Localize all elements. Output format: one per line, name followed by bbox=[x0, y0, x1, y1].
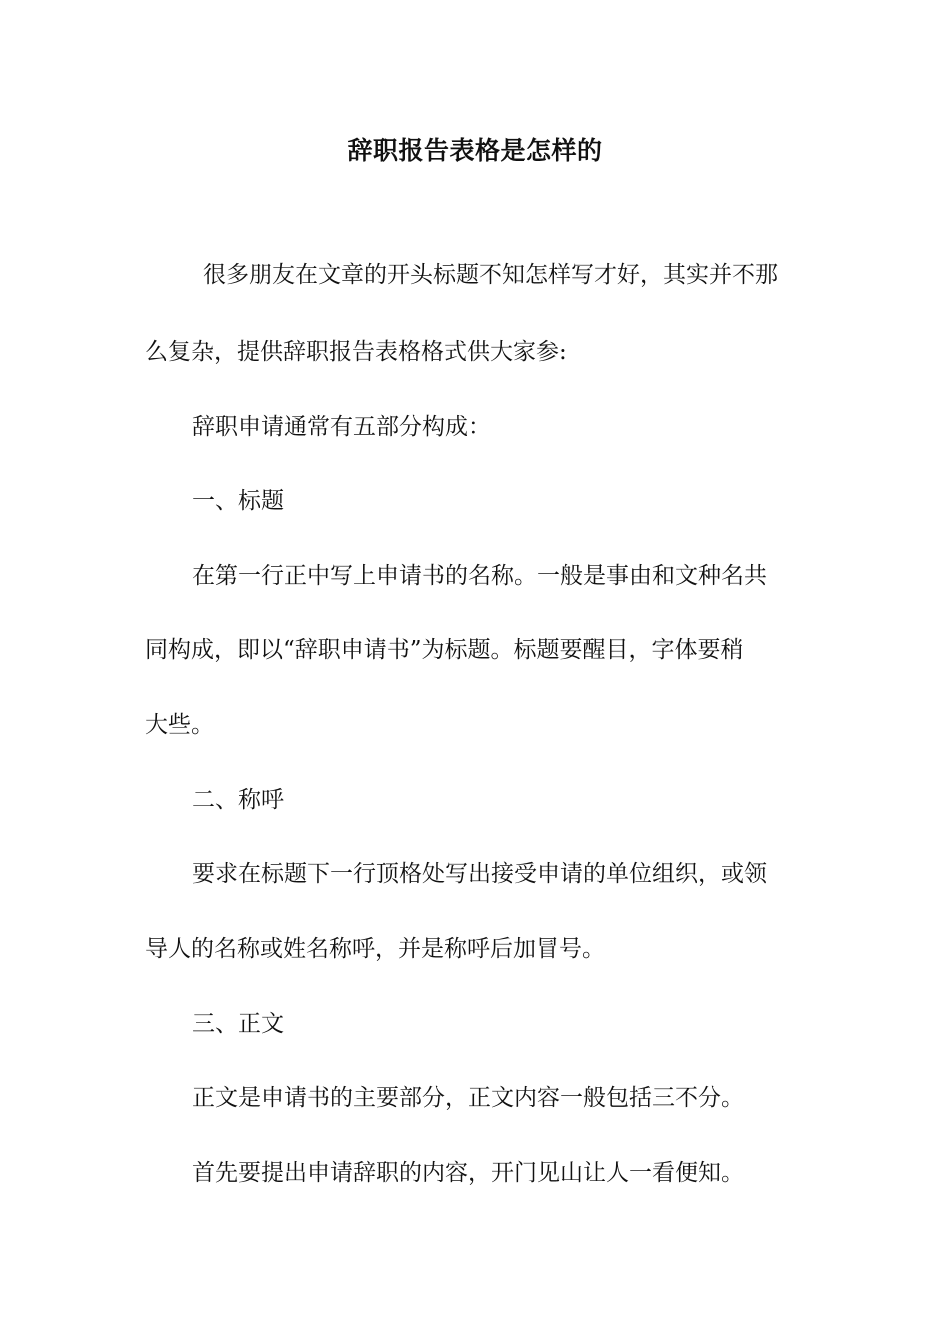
paragraph-line: 导人的名称或姓名称呼，并是称呼后加冒号。 bbox=[145, 936, 605, 962]
paragraph-line: 么复杂，提供辞职报告表格格式供大家参: bbox=[145, 339, 567, 365]
section-heading: 二、称呼 bbox=[192, 787, 284, 813]
document-title: 辞职报告表格是怎样的 bbox=[347, 136, 603, 165]
paragraph-line: 正文是申请书的主要部分，正文内容一般包括三不分。 bbox=[192, 1085, 744, 1111]
paragraph-line: 大些。 bbox=[145, 712, 214, 738]
paragraph-line: 在第一行正中写上申请书的名称。一般是事由和文种名共 bbox=[192, 563, 767, 589]
section-heading: 三、正文 bbox=[192, 1011, 284, 1037]
paragraph-line: 很多朋友在文章的开头标题不知怎样写才好，其实并不那 bbox=[203, 262, 778, 288]
paragraph-line: 要求在标题下一行顶格处写出接受申请的单位组织，或领 bbox=[192, 861, 767, 887]
section-heading: 一、标题 bbox=[192, 488, 284, 514]
paragraph-line: 首先要提出申请辞职的内容，开门见山让人一看便知。 bbox=[192, 1160, 744, 1186]
paragraph-line: 辞职申请通常有五部分构成： bbox=[192, 414, 491, 440]
paragraph-line: 同构成，即以“辞职申请书”为标题。标题要醒目，字体要稍 bbox=[145, 637, 744, 663]
